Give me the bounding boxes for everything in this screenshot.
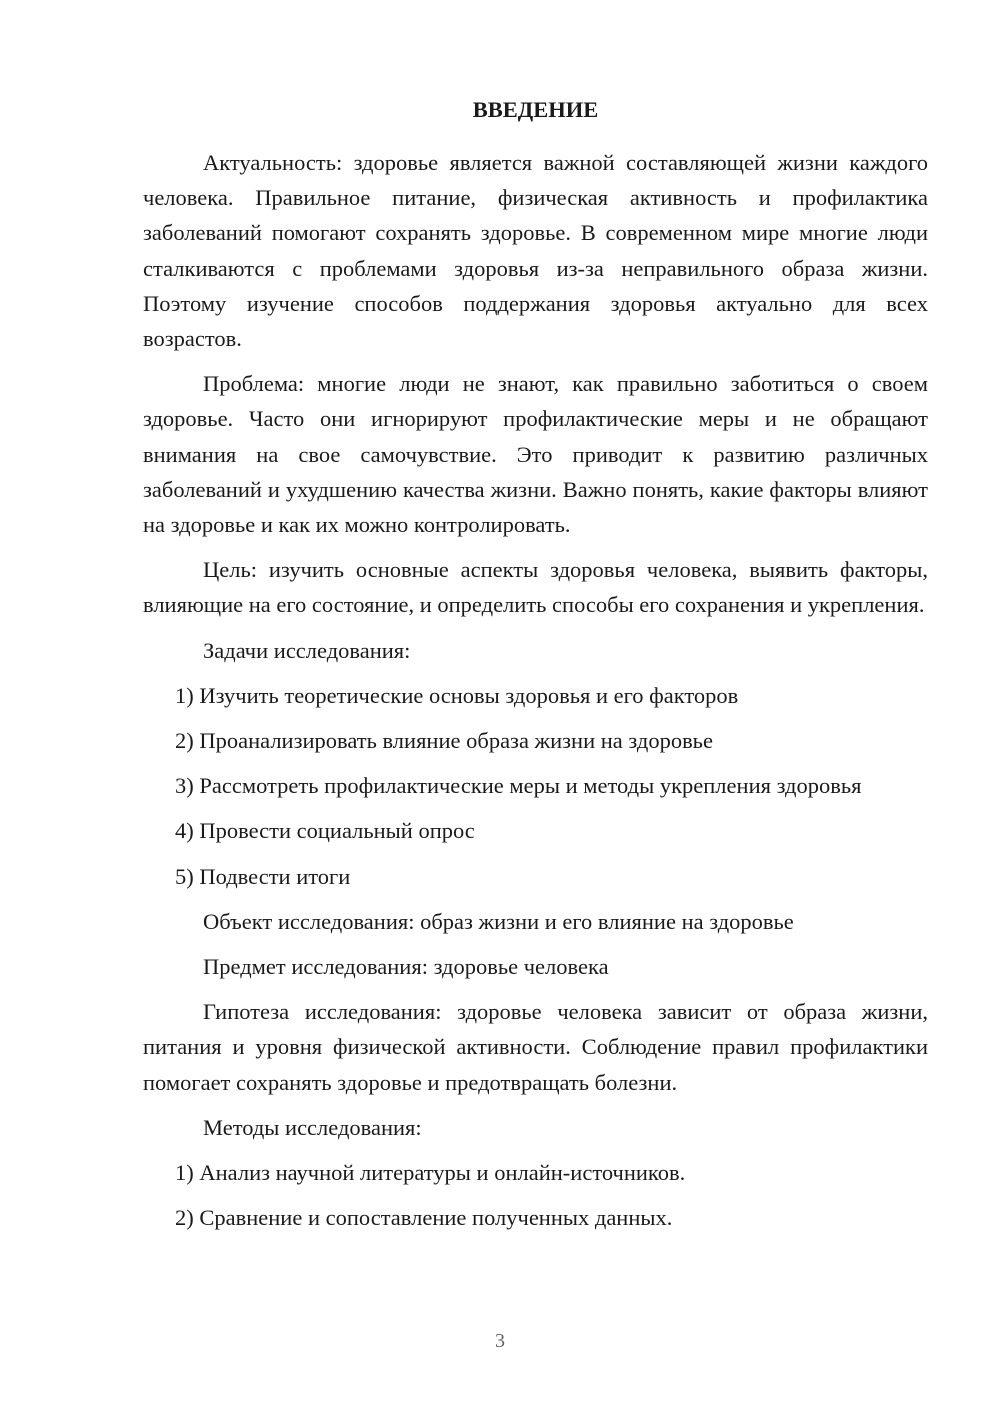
object-line: Объект исследования: образ жизни и его влияние на здоровье xyxy=(203,908,794,934)
hypothesis-paragraph: Гипотеза исследования: здоровье человека зависит от образа жизни, питания и уровня физической активности. Соблюдение правил профилактики помогает сохранять здоровье и предотвращать болезни. xyxy=(143,999,928,1095)
task-item: 4) Провести социальный опрос xyxy=(175,818,475,844)
problem-paragraph: Проблема: многие люди не знают, как правильно заботиться о своем здоровье. Часто они игнорируют профилактические меры и не обращают внимания на свое самочувствие. Это приводит к развитию различных заболеваний и ухудшению качества жизни. Важно понять, какие факторы влияют на здоровье и как их можно контролировать. xyxy=(143,371,928,538)
document-page xyxy=(143,92,928,1245)
tasks-heading: Задачи исследования: xyxy=(203,637,411,663)
task-item: 5) Подвести итоги xyxy=(175,863,351,889)
subject-line: Предмет исследования: здоровье человека xyxy=(203,954,609,980)
task-item: 2) Проанализировать влияние образа жизни на здоровье xyxy=(175,728,713,754)
task-item: 3) Рассмотреть профилактические меры и методы укрепления здоровья xyxy=(175,773,862,799)
methods-heading: Методы исследования: xyxy=(203,1114,422,1140)
method-item: 2) Сравнение и сопоставление полученных данных. xyxy=(175,1205,673,1231)
method-item: 1) Анализ научной литературы и онлайн-источников. xyxy=(175,1160,686,1186)
page-number: 3 xyxy=(495,1330,505,1352)
task-item: 1) Изучить теоретические основы здоровья и его факторов xyxy=(175,682,739,708)
relevance-paragraph: Актуальность: здоровье является важной составляющей жизни каждого человека. Правильное питание, физическая активность и профилактика заболеваний помогают сохранять здоровье. В современном мире многие люди сталкиваются с проблемами здоровья из-за неправильного образа жизни. Поэтому изучение способов поддержания здоровья актуально для всех возрастов. xyxy=(143,150,928,352)
goal-paragraph: Цель: изучить основные аспекты здоровья человека, выявить факторы, влияющие на его состояние, и определить способы его сохранения и укрепления. xyxy=(143,557,928,618)
section-title: ВВЕДЕНИЕ xyxy=(472,97,599,122)
